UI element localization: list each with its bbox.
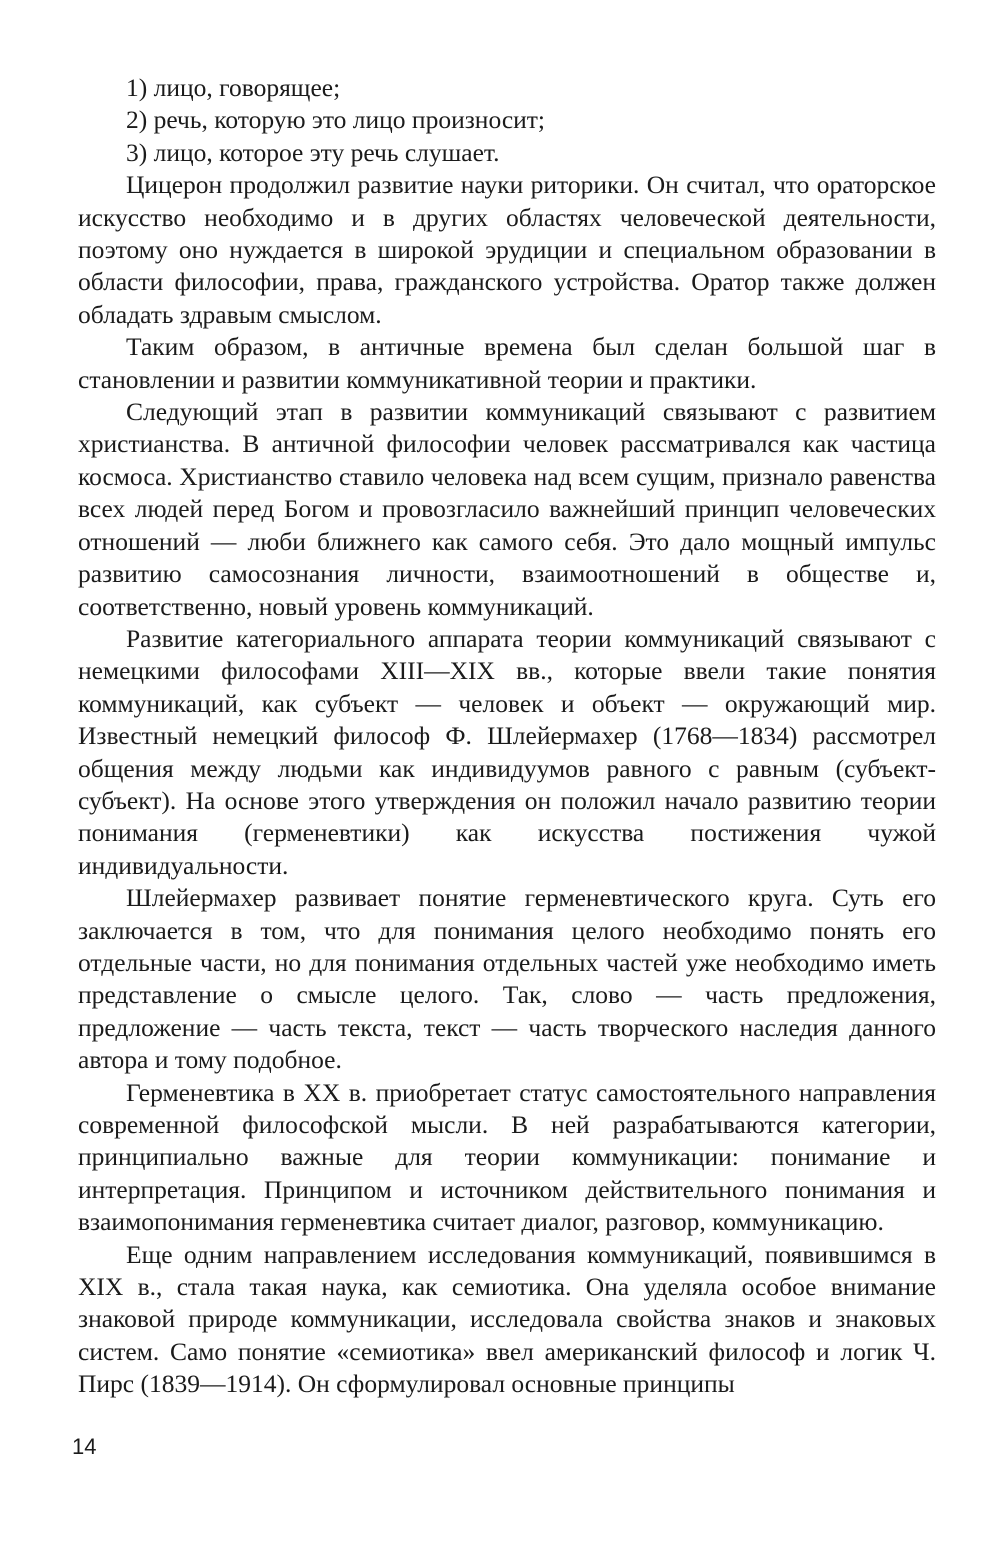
paragraph-german-philosophers: Развитие категориального аппарата теории коммуникаций связывают с немецкими философами XIII—XIX вв., которые ввели такие понятия коммуникаций, как субъект — человек и объект — окружающий мир. Известный немецкий философ Ф. Шлейермахер (1768—1834) рассмотрел общения между людьми как индивидуумов равного с равным (субъект-субъект). На основе этого утверждения он положил начало развитию теории понимания (герменевтики) как искусства постижения чужой индивидуальности.: [78, 623, 936, 880]
list-item-3: 3) лицо, которое эту речь слушает.: [126, 137, 500, 167]
body-text: [78, 72, 936, 1401]
paragraph-hermeneutics-20th: Герменевтика в XX в. приобретает статус самостоятельного направления современной философской мысли. В ней разрабатываются категории, принципиально важные для теории коммуникации: понимание и интерпретация. Принципом и источником действительного понимания и взаимопонимания герменевтика считает диалог, разговор, коммуникацию.: [78, 1077, 936, 1237]
paragraph-christianity: Следующий этап в развитии коммуникаций связывают с развитием христианства. В античной философии человек рассматривался как частица космоса. Христианство ставило человека над всем сущим, признало равенства всех людей перед Богом и провозгласило важнейший принцип человеческих отношений — люби ближнего как самого себя. Это дало мощный импульс развитию самосознания личности, взаимоотношений в обществе и, соответственно, новый уровень коммуникаций.: [78, 397, 936, 621]
paragraph-antiquity: Таким образом, в античные времена был сделан большой шаг в становлении и развитии коммуникативной теории и практики.: [78, 332, 936, 394]
paragraph-cicero: Цицерон продолжил развитие науки риторики. Он считал, что ораторское искусство необходимо и в других областях человеческой деятельности, поэтому оно нуждается в широкой эрудиции и специальном образовании в области философии, права, гражданского устройства. Оратор также должен обладать здравым смыслом.: [78, 170, 936, 329]
list-item-1: 1) лицо, говорящее;: [126, 73, 341, 102]
list-item-2: 2) речь, которую это лицо произносит;: [126, 105, 546, 135]
page-number: 14: [72, 1434, 97, 1459]
paragraph-semiotics: Еще одним направлением исследования коммуникаций, появившимся в XIX в., стала такая наука, как семиотика. Она уделяла особое внимание знаковой природе коммуникации, исследовала свойства знаков и знаковых систем. Само понятие «семиотика» ввел американский философ и логик Ч. Пирс (1839—1914). Он сформулировал основные принципы: [78, 1239, 936, 1399]
paragraph-hermeneutic-circle: Шлейермахер развивает понятие герменевтического круга. Суть его заключается в том, что для понимания целого необходимо понять его отдельные части, но для понимания отдельных частей уже необходимо иметь представление о смысле целого. Так, слово — часть предложения, предложение — часть текста, текст — часть творческого наследия данного автора и тому подобное.: [78, 883, 936, 1075]
